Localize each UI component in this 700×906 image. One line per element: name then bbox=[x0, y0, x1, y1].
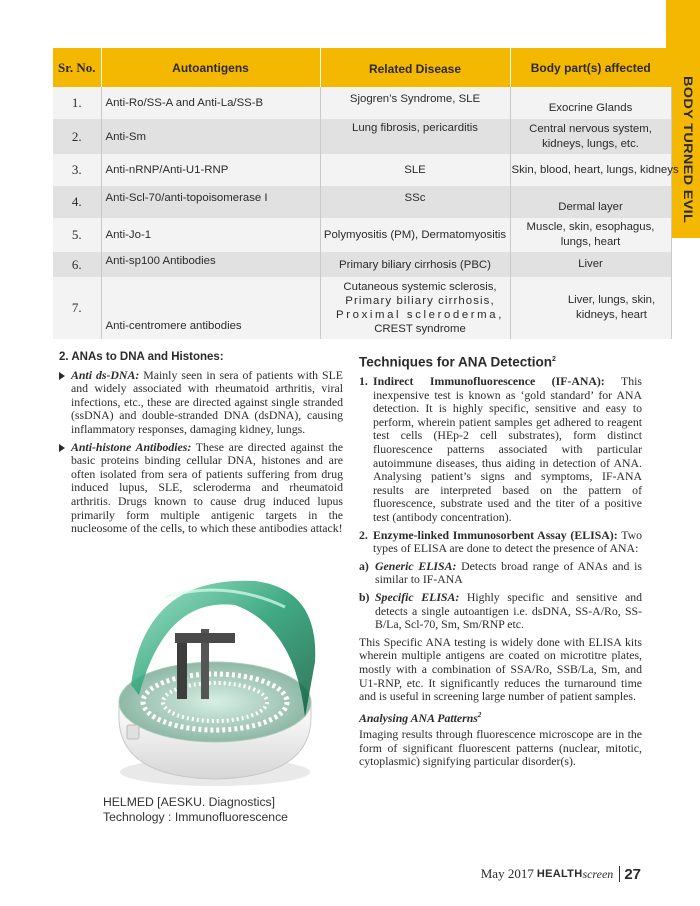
cell-antigen: Anti-Sm bbox=[101, 119, 320, 154]
bullet-item bbox=[59, 369, 343, 437]
item-text: This inexpensive test is known as ‘gold standard’ for ANA detection. It is highly specific, sensitive and easy to perform, wherein patient samples get adhered to reagent test cells (HEp-2 cell substrates), form distinct fluorescence patterns associated with particular autoimmune diseases, thus aiding in detection of ANA. Analysing patient’s signs and symptoms, IF-ANA results are interpreted based on the pattern of fluorescence, substrate used and the titer of a positive test (antibody concentration). bbox=[373, 374, 642, 525]
table-row bbox=[53, 218, 671, 252]
brand-name-health: HEALTH bbox=[536, 868, 583, 880]
table-row bbox=[53, 186, 671, 218]
cell-disease: Primary biliary cirrhosis (PBC) bbox=[320, 252, 510, 277]
item-text: Highly specific and sensitive and detects a single autoantigen i.e. dsDNA, SS-A/Ro, SS-B/La, Scl-70, Sm, Sm/RNP etc. bbox=[375, 590, 643, 632]
issue-date: May 2017 bbox=[480, 866, 534, 881]
cell-body-line: lungs, heart bbox=[560, 236, 621, 248]
image-caption bbox=[103, 795, 343, 825]
item-number: 1. bbox=[359, 374, 368, 389]
section-tab-label: BODY TURNED EVIL bbox=[680, 76, 694, 224]
cell-body: Skin, blood, heart, lungs, kidneys bbox=[510, 154, 671, 186]
bullet-term: Anti ds-DNA: bbox=[71, 367, 140, 382]
header-related-disease: Related Disease bbox=[320, 48, 510, 87]
cell-antigen: Anti-Ro/SS-A and Anti-La/SS-B bbox=[101, 87, 320, 119]
left-column bbox=[59, 351, 343, 540]
cell-body: Dermal layer bbox=[510, 186, 671, 218]
cell-body: Liver bbox=[510, 252, 671, 277]
header-body-parts: Body part(s) affected bbox=[510, 48, 671, 87]
cell-disease bbox=[320, 277, 510, 339]
cell-disease-line: Primary biliary cirrhosis, bbox=[345, 295, 495, 307]
cell-body-line: kidneys, lungs, etc. bbox=[542, 137, 639, 150]
item-term: Generic ELISA: bbox=[375, 558, 457, 573]
caption-line: Technology : Immunofluorescence bbox=[103, 810, 288, 824]
table-header-row bbox=[53, 48, 671, 87]
subheading-superscript: 2 bbox=[477, 710, 482, 719]
cell-no: 3. bbox=[53, 154, 101, 186]
item-letter: b) bbox=[359, 590, 370, 604]
cell-disease: Polymyositis (PM), Dermatomyositis bbox=[320, 218, 510, 252]
item-number: 2. bbox=[359, 527, 368, 542]
item-letter: a) bbox=[359, 558, 369, 573]
lettered-item bbox=[359, 591, 642, 632]
footer-divider bbox=[619, 866, 620, 882]
bullet-item bbox=[59, 441, 343, 536]
header-autoantigens: Autoantigens bbox=[101, 48, 320, 87]
cell-body bbox=[510, 119, 671, 154]
table-row bbox=[53, 154, 671, 186]
subheading-text: Analysing ANA Patterns bbox=[359, 710, 478, 725]
cell-body-line: Central nervous system, bbox=[529, 122, 652, 135]
bullet-term: Anti-histone Antibodies: bbox=[71, 439, 192, 454]
elisa-analyzer-image bbox=[105, 567, 323, 793]
numbered-item bbox=[359, 375, 642, 525]
section-heading: 2. ANAs to DNA and Histones: bbox=[59, 351, 224, 363]
table-row bbox=[53, 119, 671, 154]
cell-body: Exocrine Glands bbox=[510, 87, 671, 119]
cell-disease-line: Proximal scleroderma, bbox=[336, 309, 504, 321]
heading-text: Techniques for ANA Detection bbox=[359, 354, 553, 370]
cell-no: 1. bbox=[53, 87, 101, 119]
caption-line: HELMED [AESKU. Diagnostics] bbox=[103, 795, 276, 809]
cell-no: 7. bbox=[53, 277, 101, 339]
item-term: Indirect Immunofluorescence (IF-ANA): bbox=[373, 374, 605, 389]
cell-antigen: Anti-centromere antibodies bbox=[101, 277, 320, 339]
item-term: Specific ELISA: bbox=[375, 590, 460, 604]
cell-no: 2. bbox=[53, 119, 101, 154]
item-text: Two types of ELISA are done to detect the presence of ANA: bbox=[373, 527, 642, 556]
cell-antigen: Anti-Jo-1 bbox=[101, 218, 320, 252]
cell-antigen: Anti-nRNP/Anti-U1-RNP bbox=[101, 154, 320, 186]
page-number: 27 bbox=[624, 865, 641, 883]
cell-no: 4. bbox=[53, 186, 101, 218]
cell-no: 6. bbox=[53, 252, 101, 277]
cell-disease-line: Cutaneous systemic sclerosis, bbox=[343, 281, 497, 293]
header-sr-no: Sr. No. bbox=[53, 48, 101, 87]
paragraph: This Specific ANA testing is widely done with ELISA kits wherein multiple antigens are coated on microtitre plates, mostly with a combination of SSA/Ro, SSB/La, Sm, and U1-RNP, etc. It significantly reduces the turnaround time and is useful in screening large number of patient samples. bbox=[359, 634, 642, 704]
cell-no: 5. bbox=[53, 218, 101, 252]
cell-disease-line: CREST syndrome bbox=[374, 323, 466, 335]
table-row bbox=[53, 277, 671, 339]
lettered-item bbox=[359, 560, 642, 587]
heading-superscript: 2 bbox=[552, 356, 556, 363]
table-row bbox=[53, 87, 671, 119]
bullet-text: Mainly seen in sera of patients with SLE and widely associated with rheumatoid arthritis, viral infections, etc., these are directed against single stranded (ssDNA) and double-stranded DNA (dsDNA), causing inflammatory responses, damaging kidney, lungs. bbox=[71, 367, 344, 436]
cell-body-line: Liver, lungs, skin, bbox=[567, 294, 656, 306]
item-term: Enzyme-linked Immunosorbent Assay (ELISA): bbox=[373, 527, 618, 542]
right-column bbox=[359, 353, 642, 774]
cell-disease: Lung fibrosis, pericarditis bbox=[320, 119, 510, 154]
cell-antigen: Anti-sp100 Antibodies bbox=[101, 252, 320, 277]
cell-disease: SSc bbox=[320, 186, 510, 218]
section-heading bbox=[359, 353, 642, 369]
cell-body-line: kidneys, heart bbox=[576, 309, 647, 321]
brand-name-screen: screen bbox=[582, 866, 614, 881]
page-footer bbox=[481, 864, 641, 884]
cell-antigen: Anti-Scl-70/anti-topoisomerase I bbox=[101, 186, 320, 218]
bullet-text: These are directed against the basic proteins binding cellular DNA, histones and are often isolated from sera of patients suffering from drug induced lupus, SLE, scleroderma and rheumatoid arthritis. Drugs known to cause drug induced lupus primarily form multiple antigenic targets in the nucleosome of the cells, to which these antibodies attack! bbox=[71, 439, 343, 536]
cell-disease: SLE bbox=[320, 154, 510, 186]
item-text: Detects broad range of ANAs and is similar to IF-ANA bbox=[375, 558, 642, 587]
cell-body bbox=[510, 218, 671, 252]
autoantigen-table bbox=[53, 48, 679, 339]
table-row bbox=[53, 252, 671, 277]
cell-disease: Sjogren’s Syndrome, SLE bbox=[320, 87, 510, 119]
subheading bbox=[359, 709, 642, 726]
paragraph: Imaging results through fluorescence microscope are in the form of significant fluorescent patterns (nuclear, mitotic, cytoplasmic) signifying particular disorder(s). bbox=[359, 727, 642, 769]
triangle-bullet-icon bbox=[59, 372, 65, 380]
cell-body bbox=[510, 277, 671, 339]
cell-body-line: Muscle, skin, esophagus, bbox=[526, 221, 655, 233]
numbered-item bbox=[359, 529, 642, 556]
triangle-bullet-icon bbox=[59, 444, 65, 452]
